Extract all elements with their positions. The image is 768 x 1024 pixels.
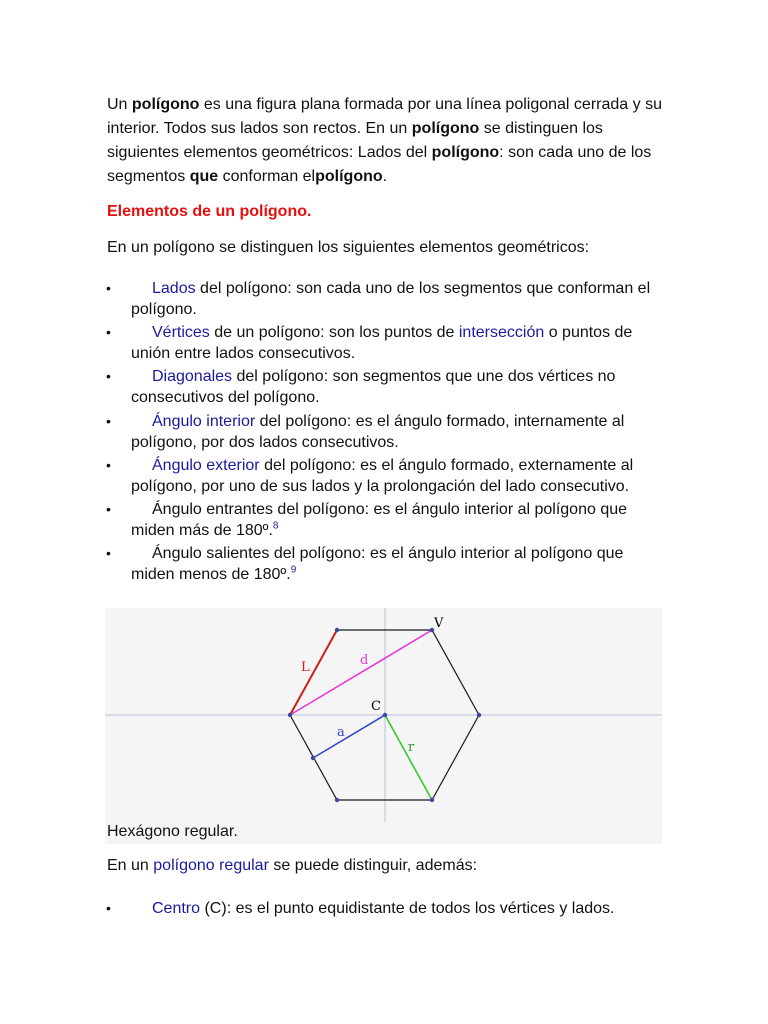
intro-bold-poligono-4: polígono bbox=[315, 168, 383, 185]
item-text: Ángulo salientes del polígono: es el ángulo interior al polígono que miden menos de 180º. bbox=[131, 545, 624, 584]
elements-list bbox=[0, 278, 768, 587]
intro-text-2: es una figura plana formada por una línea poligonal cerrada y su interior. Todos sus lados son rectos. En un bbox=[107, 96, 662, 137]
bullet: • bbox=[106, 545, 111, 562]
diagonal-segment-d bbox=[290, 630, 432, 715]
link-vertices[interactable]: Vértices bbox=[152, 324, 210, 342]
item-text: (C): es el punto equidistante de todos los vértices y lados. bbox=[200, 900, 615, 917]
list-item-angulo-interior bbox=[0, 411, 768, 453]
vertex-point bbox=[335, 798, 339, 802]
vertex-point bbox=[430, 798, 434, 802]
hexagon-figure bbox=[105, 608, 662, 844]
intro-bold-poligono-2: polígono bbox=[411, 120, 480, 137]
bullet: • bbox=[106, 324, 111, 341]
footnote-ref-8[interactable]: 8 bbox=[272, 520, 279, 532]
section-title: Elementos de un polígono. bbox=[107, 203, 312, 220]
list-item-angulo-salientes bbox=[0, 543, 768, 585]
bullet: • bbox=[106, 280, 111, 296]
link-centro[interactable]: Centro bbox=[152, 900, 201, 917]
bullet: • bbox=[106, 500, 111, 517]
item-text: Ángulo entrantes del polígono: es el ángulo interior al polígono que miden más de 180º. bbox=[131, 500, 628, 539]
link-diagonales[interactable]: Diagonales bbox=[152, 368, 233, 386]
apothem-segment-a bbox=[313, 715, 385, 758]
label-center-c: C bbox=[371, 699, 381, 714]
intro-text-1: Un bbox=[107, 96, 132, 113]
list-item-diagonales bbox=[0, 366, 768, 408]
bullet: • bbox=[106, 456, 111, 473]
list-item-lados bbox=[0, 278, 768, 320]
intro-text-4: : son cada uno de los segmentos bbox=[107, 144, 652, 185]
intro-paragraph bbox=[107, 93, 667, 189]
label-vertex-v: V bbox=[434, 616, 444, 631]
vertex-point bbox=[288, 713, 292, 717]
bullet: • bbox=[106, 412, 111, 429]
link-angulo-interior[interactable]: Ángulo interior bbox=[152, 412, 256, 430]
vertex-point bbox=[335, 628, 339, 632]
figure-caption: Hexágono regular. bbox=[107, 823, 238, 840]
regular-elements-list bbox=[0, 898, 768, 919]
intro-text-3: se distinguen los siguientes elementos geométricos: Lados del bbox=[107, 120, 603, 161]
label-apothem-a: a bbox=[337, 725, 345, 740]
label-radius-r: r bbox=[408, 740, 415, 755]
regular-text-2: se puede distinguir, además: bbox=[268, 857, 478, 874]
radius-segment-r bbox=[385, 715, 432, 800]
intro-text-6: . bbox=[382, 168, 388, 185]
intro-bold-poligono-3: polígono bbox=[431, 144, 500, 161]
label-diagonal-d: d bbox=[360, 653, 369, 668]
vertex-point bbox=[477, 713, 481, 717]
bullet: • bbox=[106, 368, 111, 385]
list-item-angulo-exterior bbox=[0, 455, 768, 497]
list-item-angulo-entrantes bbox=[0, 499, 768, 541]
link-angulo-exterior[interactable]: Ángulo exterior bbox=[152, 456, 260, 474]
lead-paragraph: En un polígono se distinguen los siguientes elementos geométricos: bbox=[107, 239, 590, 256]
item-text: del polígono: son segmentos que une dos vértices no consecutivos del polígono. bbox=[131, 368, 616, 407]
regular-polygon-paragraph bbox=[107, 857, 477, 875]
intro-bold-poligono-1: polígono bbox=[131, 96, 200, 113]
list-item-centro bbox=[0, 898, 768, 919]
item-text-2: o puntos de unión entre lados consecutivos. bbox=[131, 324, 633, 363]
bullet: • bbox=[106, 900, 111, 916]
link-interseccion[interactable]: intersección bbox=[458, 324, 545, 342]
label-side-l: L bbox=[301, 660, 310, 675]
item-text: del polígono: es el ángulo formado, externamente al polígono, por uno de sus lados y la prolongación del lado consecutivo. bbox=[131, 456, 634, 495]
item-text: de un polígono: son los puntos de bbox=[209, 324, 459, 342]
list-item-vertices bbox=[0, 322, 768, 364]
footnote-ref-9[interactable]: 9 bbox=[290, 564, 297, 576]
apothem-foot-point bbox=[311, 756, 315, 760]
item-text: del polígono: es el ángulo formado, internamente al polígono, por dos lados consecutivos. bbox=[131, 412, 625, 451]
intro-bold-que: que bbox=[189, 168, 219, 185]
regular-text-1: En un bbox=[107, 857, 154, 874]
hexagon-diagram bbox=[105, 608, 662, 844]
side-segment-l bbox=[290, 630, 337, 715]
item-text: del polígono: son cada uno de los segmentos que conforman el polígono. bbox=[131, 280, 651, 318]
center-point bbox=[383, 713, 387, 717]
intro-text-5: conforman el bbox=[218, 168, 316, 185]
link-poligono-regular[interactable]: polígono regular bbox=[153, 857, 269, 874]
link-lados[interactable]: Lados bbox=[152, 280, 196, 297]
